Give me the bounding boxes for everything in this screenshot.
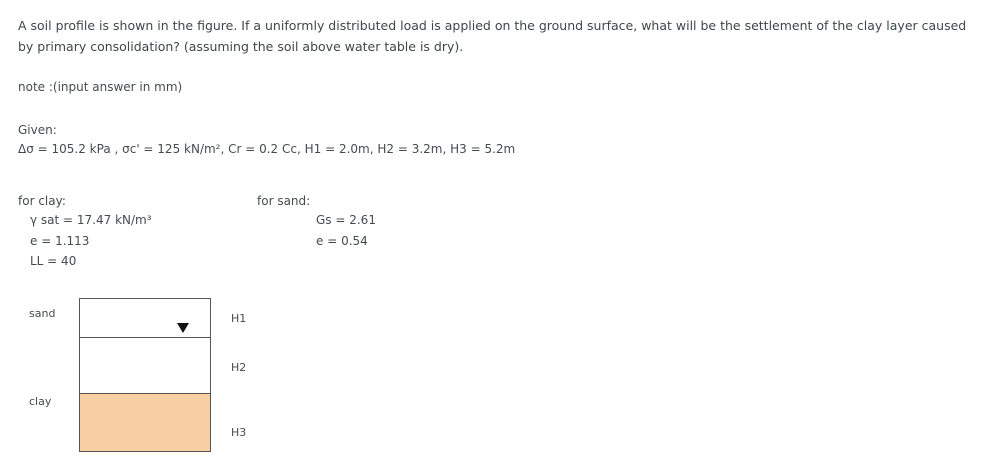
sand-specific-gravity: Gs = 2.61 bbox=[316, 213, 376, 227]
given-label: Given: bbox=[18, 123, 57, 137]
sand-void-ratio: e = 0.54 bbox=[316, 234, 368, 248]
clay-void-ratio: e = 1.113 bbox=[30, 234, 90, 248]
h1-label: H1 bbox=[231, 312, 247, 325]
clay-gamma-sat: γ sat = 17.47 kN/m³ bbox=[30, 213, 152, 227]
clay-heading: for clay: bbox=[18, 194, 66, 208]
sand-layer-h1 bbox=[79, 298, 211, 338]
sand-heading: for sand: bbox=[257, 194, 311, 208]
clay-layer-label: clay bbox=[29, 395, 52, 408]
question-text: A soil profile is shown in the figure. If a uniformly distributed load is applied on the ground surface, what will be the settlement of the clay layer caused by primary consolidation? (assuming the soil above water table is dry). bbox=[18, 18, 967, 54]
sand-layer-label: sand bbox=[29, 307, 56, 320]
h3-label: H3 bbox=[231, 426, 247, 439]
water-table-triangle-icon bbox=[177, 323, 189, 333]
clay-liquid-limit: LL = 40 bbox=[30, 254, 77, 268]
sand-layer-h2 bbox=[79, 338, 211, 394]
clay-layer-h3 bbox=[79, 394, 211, 452]
h2-label: H2 bbox=[231, 361, 247, 374]
note-text: note :(input answer in mm) bbox=[18, 80, 183, 94]
given-values: Δσ = 105.2 kPa , σc' = 125 kN/m², Cr = 0.2 Cc, H1 = 2.0m, H2 = 3.2m, H3 = 5.2m bbox=[18, 142, 516, 156]
